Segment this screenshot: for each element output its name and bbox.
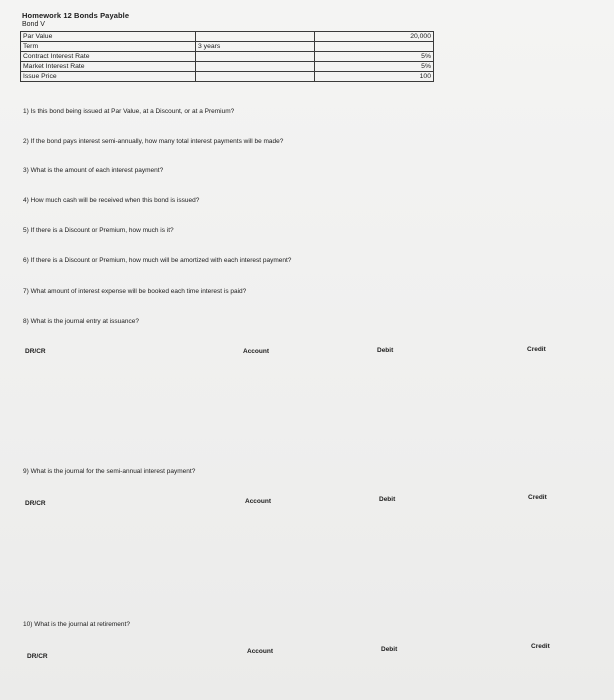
journal-header-debit: Debit <box>377 347 394 354</box>
row-middle <box>196 62 315 72</box>
document-subtitle: Bond V <box>22 21 45 28</box>
journal-header-drcr: DR/CR <box>25 500 46 507</box>
row-middle <box>196 32 315 42</box>
journal-header-debit: Debit <box>379 496 396 503</box>
row-label: Market Interest Rate <box>21 62 196 72</box>
row-label: Issue Price <box>21 72 196 82</box>
bond-info-table <box>20 31 434 82</box>
question-3: 3) What is the amount of each interest payment? <box>23 167 164 174</box>
row-value: 5% <box>315 52 434 62</box>
row-middle: 3 years <box>196 42 315 52</box>
row-label: Term <box>21 42 196 52</box>
question-1: 1) Is this bond being issued at Par Value, at a Discount, or at a Premium? <box>23 108 235 115</box>
question-6: 6) If there is a Discount or Premium, how much will be amortized with each interest payment? <box>23 257 292 264</box>
question-7: 7) What amount of interest expense will be booked each time interest is paid? <box>23 288 247 295</box>
table-row <box>21 62 434 72</box>
row-value: 100 <box>315 72 434 82</box>
row-middle <box>196 72 315 82</box>
journal-header-account: Account <box>245 498 271 505</box>
question-10: 10) What is the journal at retirement? <box>23 621 130 628</box>
table-row <box>21 32 434 42</box>
question-4: 4) How much cash will be received when this bond is issued? <box>23 197 200 204</box>
question-9: 9) What is the journal for the semi-annual interest payment? <box>23 468 196 475</box>
row-value <box>315 42 434 52</box>
journal-header-credit: Credit <box>528 494 547 501</box>
row-value: 5% <box>315 62 434 72</box>
table-row <box>21 52 434 62</box>
journal-header-drcr: DR/CR <box>25 348 46 355</box>
journal-header-drcr: DR/CR <box>27 653 48 660</box>
table-row <box>21 72 434 82</box>
row-label: Contract Interest Rate <box>21 52 196 62</box>
document-title: Homework 12 Bonds Payable <box>22 11 130 20</box>
question-2: 2) If the bond pays interest semi-annually, how many total interest payments will be made? <box>23 138 284 145</box>
table-row <box>21 42 434 52</box>
row-label: Par Value <box>21 32 196 42</box>
journal-header-account: Account <box>247 648 273 655</box>
journal-header-debit: Debit <box>381 646 398 653</box>
question-5: 5) If there is a Discount or Premium, how much is it? <box>23 227 174 234</box>
journal-header-account: Account <box>243 348 269 355</box>
row-middle <box>196 52 315 62</box>
row-value: 20,000 <box>315 32 434 42</box>
journal-header-credit: Credit <box>527 346 546 353</box>
question-8: 8) What is the journal entry at issuance? <box>23 318 139 325</box>
journal-header-credit: Credit <box>531 643 550 650</box>
